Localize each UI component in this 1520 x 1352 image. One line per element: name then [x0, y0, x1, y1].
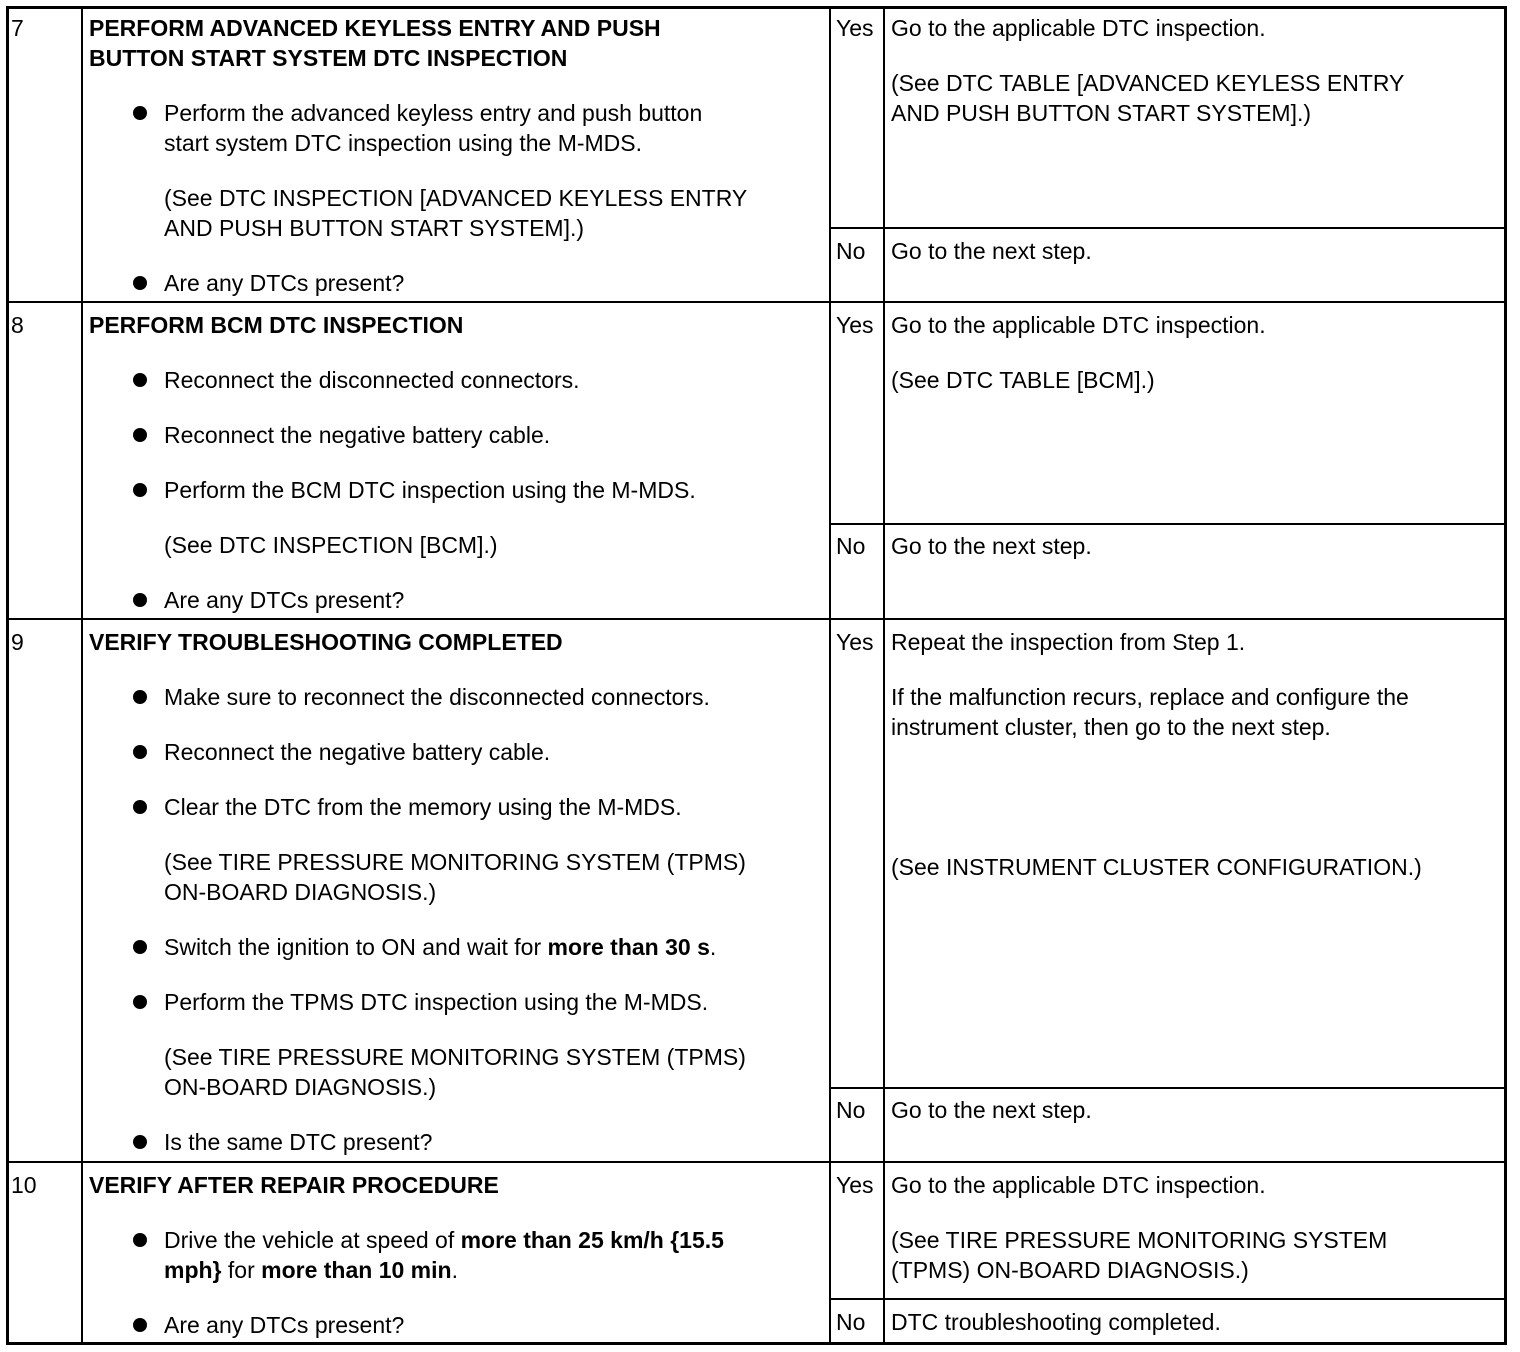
step-title: VERIFY AFTER REPAIR PROCEDURE	[89, 1172, 499, 1198]
no-label: No	[836, 238, 866, 264]
step-instruction: start system DTC inspection using the M-MDS.	[164, 130, 643, 156]
row-divider	[9, 301, 1504, 303]
step-instruction: Clear the DTC from the memory using the M-MDS.	[164, 794, 682, 820]
bullet-icon	[133, 745, 147, 759]
instruction-emphasis: more than 25 km/h {15.5	[460, 1227, 724, 1253]
troubleshooting-table	[6, 6, 1507, 1345]
yes-no-divider	[829, 523, 1504, 525]
bullet-icon	[133, 800, 147, 814]
instruction-emphasis: more than 30 s	[547, 934, 710, 960]
yes-no-divider	[829, 227, 1504, 229]
yes-label: Yes	[836, 15, 874, 41]
step-reference: (See DTC INSPECTION [ADVANCED KEYLESS ENTRY	[164, 185, 748, 211]
yes-action: Go to the applicable DTC inspection.	[891, 312, 1266, 338]
yes-action: AND PUSH BUTTON START SYSTEM].)	[891, 100, 1312, 126]
bullet-icon	[133, 483, 147, 497]
step-number: 9	[11, 629, 24, 655]
bullet-icon	[133, 1135, 147, 1149]
step-title: PERFORM BCM DTC INSPECTION	[89, 312, 464, 338]
column-divider	[81, 9, 83, 1342]
row-divider	[9, 618, 1504, 620]
yes-action: (See TIRE PRESSURE MONITORING SYSTEM	[891, 1227, 1388, 1253]
yes-label: Yes	[836, 1172, 874, 1198]
step-question: Are any DTCs present?	[164, 587, 405, 613]
bullet-icon	[133, 1318, 147, 1332]
step-instruction	[164, 1255, 458, 1285]
no-label: No	[836, 533, 866, 559]
bullet-icon	[133, 593, 147, 607]
no-action: Go to the next step.	[891, 1097, 1092, 1123]
yes-no-divider	[829, 1087, 1504, 1089]
step-instruction: Reconnect the negative battery cable.	[164, 739, 551, 765]
step-number: 10	[11, 1172, 37, 1198]
step-title: PERFORM ADVANCED KEYLESS ENTRY AND PUSH	[89, 15, 661, 41]
yes-action: Go to the applicable DTC inspection.	[891, 1172, 1266, 1198]
step-instruction: Perform the BCM DTC inspection using the M-MDS.	[164, 477, 696, 503]
no-label: No	[836, 1309, 866, 1335]
instruction-text: Switch the ignition to ON and wait for	[164, 934, 548, 960]
step-number: 7	[11, 15, 24, 41]
instruction-text: .	[709, 934, 717, 960]
yes-action: If the malfunction recurs, replace and configure the	[891, 684, 1409, 710]
step-title: VERIFY TROUBLESHOOTING COMPLETED	[89, 629, 563, 655]
step-instruction: Perform the advanced keyless entry and push button	[164, 100, 703, 126]
yes-action: Repeat the inspection from Step 1.	[891, 629, 1246, 655]
instruction-emphasis: more than 10 min	[261, 1257, 452, 1283]
yes-action: (TPMS) ON-BOARD DIAGNOSIS.)	[891, 1257, 1249, 1283]
instruction-text: for	[221, 1257, 262, 1283]
column-divider	[829, 9, 831, 1342]
no-action: DTC troubleshooting completed.	[891, 1309, 1221, 1335]
step-reference: ON-BOARD DIAGNOSIS.)	[164, 1074, 437, 1100]
step-instruction	[164, 1225, 724, 1255]
column-divider	[883, 9, 885, 1342]
step-title: BUTTON START SYSTEM DTC INSPECTION	[89, 45, 568, 71]
step-question: Are any DTCs present?	[164, 1312, 405, 1338]
instruction-text: .	[451, 1257, 458, 1283]
step-question: Is the same DTC present?	[164, 1129, 433, 1155]
bullet-icon	[133, 995, 147, 1009]
step-reference: AND PUSH BUTTON START SYSTEM].)	[164, 215, 585, 241]
no-action: Go to the next step.	[891, 238, 1092, 264]
yes-no-divider	[829, 1298, 1504, 1300]
yes-action: (See DTC TABLE [BCM].)	[891, 367, 1155, 393]
bullet-icon	[133, 373, 147, 387]
step-reference: (See TIRE PRESSURE MONITORING SYSTEM (TPMS)	[164, 849, 746, 875]
instruction-text: Drive the vehicle at speed of	[164, 1227, 461, 1253]
bullet-icon	[133, 690, 147, 704]
step-number: 8	[11, 312, 24, 338]
yes-action: instrument cluster, then go to the next step.	[891, 714, 1331, 740]
step-reference: ON-BOARD DIAGNOSIS.)	[164, 879, 437, 905]
bullet-icon	[133, 428, 147, 442]
instruction-emphasis: mph}	[164, 1257, 222, 1283]
bullet-icon	[133, 1233, 147, 1247]
no-action: Go to the next step.	[891, 533, 1092, 559]
step-instruction: Perform the TPMS DTC inspection using the M-MDS.	[164, 989, 709, 1015]
yes-action: Go to the applicable DTC inspection.	[891, 15, 1266, 41]
step-instruction: Reconnect the negative battery cable.	[164, 422, 551, 448]
step-reference: (See TIRE PRESSURE MONITORING SYSTEM (TPMS)	[164, 1044, 746, 1070]
bullet-icon	[133, 106, 147, 120]
step-reference: (See DTC INSPECTION [BCM].)	[164, 532, 498, 558]
step-instruction: Reconnect the disconnected connectors.	[164, 367, 580, 393]
yes-label: Yes	[836, 629, 874, 655]
no-label: No	[836, 1097, 866, 1123]
bullet-icon	[133, 940, 147, 954]
yes-action: (See INSTRUMENT CLUSTER CONFIGURATION.)	[891, 854, 1422, 880]
yes-label: Yes	[836, 312, 874, 338]
row-divider	[9, 1161, 1504, 1163]
step-instruction: Make sure to reconnect the disconnected connectors.	[164, 684, 710, 710]
step-instruction	[164, 932, 716, 962]
yes-action: (See DTC TABLE [ADVANCED KEYLESS ENTRY	[891, 70, 1405, 96]
bullet-icon	[133, 276, 147, 290]
step-question: Are any DTCs present?	[164, 270, 405, 296]
